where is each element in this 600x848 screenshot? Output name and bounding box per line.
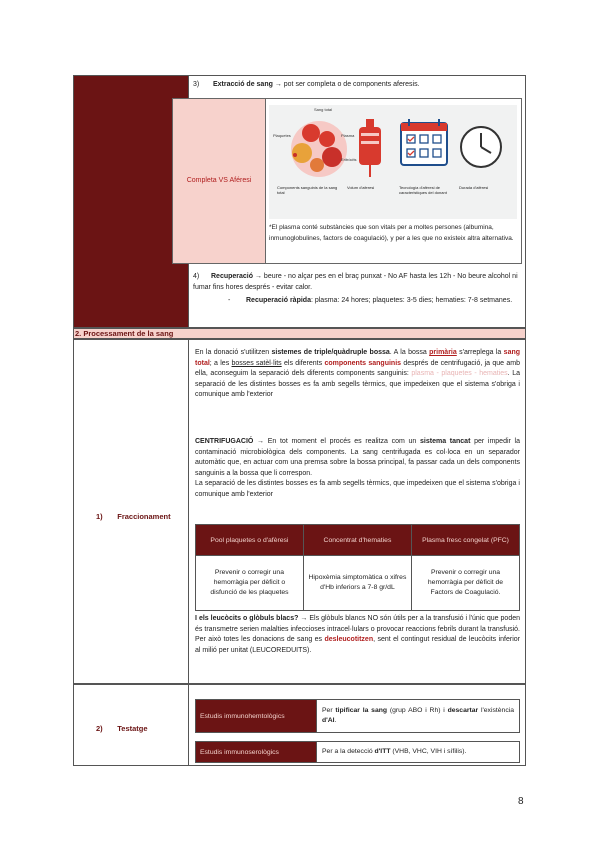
p2-e: La separació de les distintes bosses es fa amb segells tèrmics, que impedeixen que el sistema s'obriga i comunique amb l'exterior	[195, 480, 520, 498]
t1-a: Per a la detecció	[322, 748, 375, 755]
t1-c: (VHB, VHC, VIH i sífilis).	[390, 748, 467, 755]
item-4-bold: Recuperació	[211, 273, 254, 280]
indications-table	[195, 524, 520, 611]
p1-i: els diferents	[281, 359, 325, 367]
completa-label: Completa VS Aféresi	[186, 176, 252, 184]
t0-c: (grup ABO i Rh) i	[387, 707, 448, 714]
item-4-num: 4)	[193, 273, 200, 280]
p1-f: sang total	[195, 349, 521, 367]
p1-j: components sanguinis	[324, 359, 402, 367]
aferesi-illustration	[269, 105, 517, 219]
p3-c: desleucotitzen	[324, 636, 374, 643]
illus-label-0: Sang total	[314, 107, 333, 112]
fraccionament-p1	[195, 348, 520, 401]
item-4	[193, 272, 523, 293]
completa-label-cell	[173, 99, 266, 263]
t0-a: Per	[322, 707, 336, 714]
p1-b: sistemes de triple/quàdruple bossa	[271, 349, 390, 356]
fraccionament-p3	[195, 614, 520, 656]
p1-d: primària	[429, 349, 457, 356]
indications-header-0: Pool plaquetes o d'afèresi	[196, 525, 304, 556]
item-4-sub-bold: Recuperació ràpida	[246, 297, 311, 304]
section-2-title: 2. Processament de la sang	[75, 329, 174, 338]
p2-a: CENTRIFUGACIÓ	[195, 438, 254, 445]
p2-d: per impedir la contaminació microbiològica dels components. La sang centrifugada es col·loca en un separador automàtic que, en actuar com una premsa sobre la bossa principal, fa passar cada un dels components sanguinis a la bossa que li correspon.	[195, 438, 520, 477]
t0-d: descartar	[447, 707, 479, 714]
p1-k: després de centrifugació, ja que amb ella, aconseguim la separació dels diferents components sanguinis:	[195, 359, 521, 377]
indications-cell-2: Prevenir o corregir una hemorràgia per dèficit de Factors de Coagulació.	[412, 556, 520, 611]
fraccionament-label: 1) Fraccionament	[96, 512, 171, 521]
testatge-head-1: Estudis immunoserològics	[196, 742, 317, 763]
t0-f: d'AI	[322, 717, 335, 724]
p3-d: , sent el contingut residual de leucòcits inferior al milió per unitat (LEUCOREDUITS).	[195, 636, 520, 654]
indications-cell-0: Prevenir o corregir una hemorràgia per dèficit o disfunció de les plaquetes	[196, 556, 304, 611]
illus-label-2: Plasma	[341, 133, 355, 138]
p1-h: bosses satèl·lits	[231, 359, 282, 367]
illus-caption-0: Components sanguinis de la sang total	[277, 185, 338, 195]
testatge-cell-0	[317, 700, 520, 733]
p3-a: I els leucòcits o glòbuls blacs?	[195, 615, 299, 622]
testatge-table	[195, 699, 520, 763]
item-3-num: 3)	[193, 81, 200, 88]
p1-c: . A la bossa	[389, 349, 430, 356]
plasma-note: *El plasma conté substàncies que son vitals per a moltes persones (albumina, inmunoglobulines, factors de coagulació), y per a les que no existeix altra alternativa.	[269, 224, 514, 242]
indications-cell-1: Hipoxèmia simptomàtica o xifres d'Hb inferiors a 7-8 gr/dL	[303, 556, 411, 611]
p1-l: plasma - plaquetes - hematies	[411, 370, 508, 377]
t0-b: tipificar la sang	[335, 707, 388, 714]
illus-label-3: Eritròcits	[341, 157, 357, 162]
testatge-head-0: Estudis immunohemtològics	[196, 700, 317, 733]
indications-header-2: Plasma fresc congelat (PFC)	[412, 525, 520, 556]
testatge-cell-1	[317, 742, 520, 763]
illus-caption-2: Tecnología d'afèresi de caracteristiques del donant	[399, 185, 447, 195]
p1-a: En la donació s'utilitzen	[195, 349, 272, 356]
indications-header-1: Concentrat d'hematies	[303, 525, 411, 556]
p2-b: → En tot moment el procés es realitza com un	[253, 438, 421, 445]
page-number: 8	[518, 796, 524, 807]
item-3-bold: Extracció de sang	[212, 81, 273, 88]
t1-b: d'ITT	[374, 748, 391, 755]
section-2-header	[73, 328, 526, 339]
item-4-sub	[228, 296, 542, 307]
p2-c: sistema tancat	[420, 438, 471, 445]
illus-label-1: Plaquetes	[273, 133, 291, 138]
p3-b: → Els glòbuls blancs NO són útils per a la transfusió i l'únic que poden és transmetre serien malalties infeccioses intracel·lulars o provocar reaccions febrils durant la transfusió. Per això totes les donacions de sang es	[195, 615, 520, 643]
item-4-sub-bullet: -	[228, 297, 231, 304]
p1-g: ; a les	[209, 359, 232, 367]
testatge-label: 2) Testatge	[96, 724, 148, 733]
t0-g: .	[334, 717, 337, 724]
item-4-sub-rest: : plasma: 24 hores; plaquetes: 3-5 dies; hematies: 7-8 setmanes.	[310, 297, 513, 304]
p1-e: s'arreplega la	[456, 349, 504, 356]
illus-caption-1: Volum d'aferesi	[347, 185, 375, 190]
t0-e: l'existència	[478, 707, 515, 714]
fraccionament-p2	[195, 437, 520, 500]
illus-caption-3: Durada d'afèresi	[459, 185, 489, 190]
p1-m: . La separació de les distintes bosses es fa amb segells tèrmics, que impedeixen que el sistema s'obriga i comunique amb l'exterior	[195, 370, 520, 398]
item-3	[193, 80, 523, 91]
item-4-rest: → beure - no alçar pes en el braç punxat - No AF hasta les 12h - No beure alcohol ni fumar fins hores després - evitar calor.	[193, 273, 518, 291]
item-3-rest: → pot ser completa o de components aferesis.	[272, 81, 420, 88]
completa-box	[172, 98, 522, 264]
